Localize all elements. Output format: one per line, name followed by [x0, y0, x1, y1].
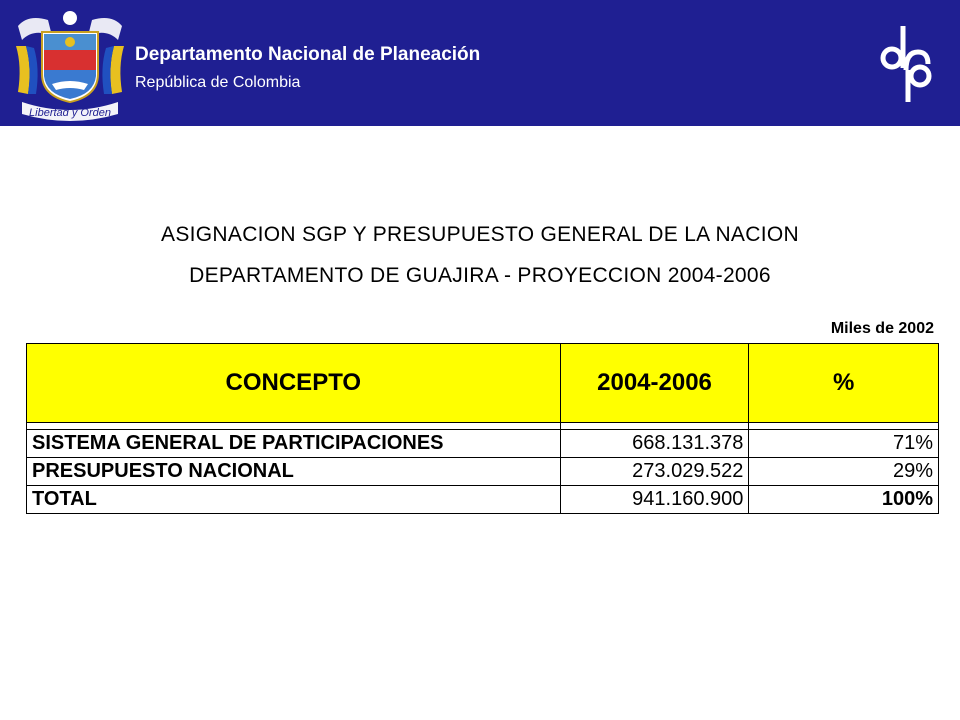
row-value: 273.029.522: [560, 458, 749, 486]
table-row: [27, 458, 939, 486]
coat-of-arms-emblem: [8, 6, 132, 122]
total-label: TOTAL: [27, 486, 561, 514]
table-total-row: [27, 486, 939, 514]
page-subtitle: DEPARTAMENTO DE GUAJIRA - PROYECCION 2004-2006: [189, 264, 771, 287]
row-value: 668.131.378: [560, 430, 749, 458]
row-concept: SISTEMA GENERAL DE PARTICIPACIONES: [27, 430, 561, 458]
column-header-period: 2004-2006: [560, 344, 749, 423]
motto-text: Libertad y Orden: [29, 107, 111, 119]
column-header-percent: %: [749, 344, 939, 423]
total-percent: 100%: [749, 486, 939, 514]
row-percent: 71%: [749, 430, 939, 458]
table-header-row: [27, 344, 939, 423]
dnp-logo-icon: [878, 24, 938, 104]
column-header-concept: CONCEPTO: [27, 344, 561, 423]
budget-table: [26, 343, 939, 514]
row-concept: PRESUPUESTO NACIONAL: [27, 458, 561, 486]
table-row: [27, 430, 939, 458]
table-spacer-row: [27, 423, 939, 430]
org-name: Departamento Nacional de Planeación: [135, 44, 481, 65]
units-note: Miles de 2002: [830, 320, 934, 337]
page-title: ASIGNACION SGP Y PRESUPUESTO GENERAL DE LA NACION: [161, 223, 799, 246]
header-banner: [0, 0, 960, 126]
total-value: 941.160.900: [560, 486, 749, 514]
org-subtitle: República de Colombia: [135, 74, 301, 91]
row-percent: 29%: [749, 458, 939, 486]
